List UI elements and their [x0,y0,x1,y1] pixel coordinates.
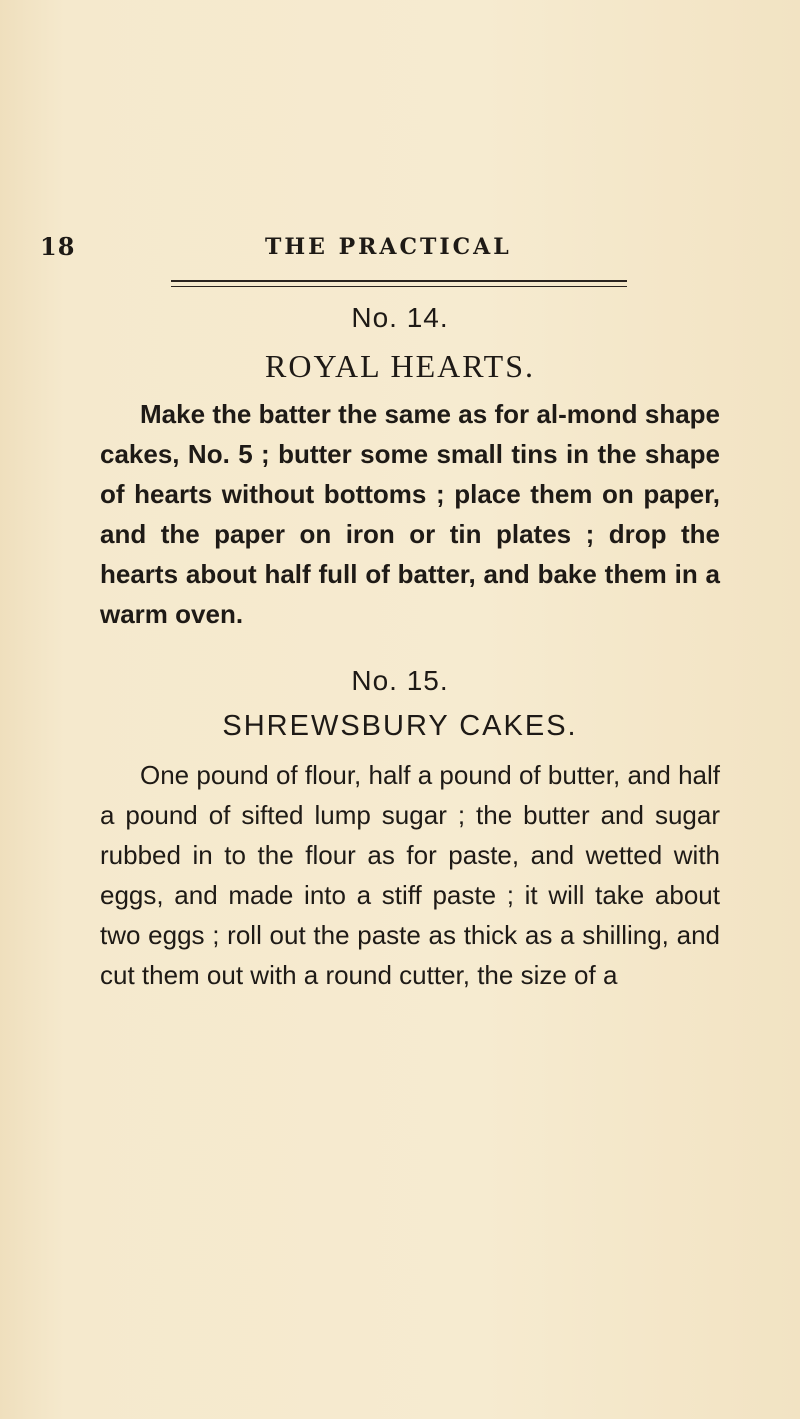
recipe-title-shrewsbury-cakes: SHREWSBURY CAKES. [222,710,578,742]
header-rule-thick [171,280,627,282]
recipe-text-royal-hearts: Make the batter the same as for al-mond shape cakes, No. 5 ; butter some small tins in the shape of hearts without bottoms ; place them on paper, and the paper on iron or tin plates ; drop the hearts about half full of batter, and bake them in a warm oven. [100,399,720,629]
running-head [40,232,760,262]
recipe-title-royal-hearts: ROYAL HEARTS. [264,348,535,384]
recipe-number-15: No. 15. [351,665,449,696]
page-number: 18 [40,232,76,261]
running-head-title: THE PRACTICAL [265,234,512,260]
header-rule-thin [171,286,627,287]
recipe-number-14: No. 14. [351,302,449,333]
recipe-text-shrewsbury-cakes: One pound of flour, half a pound of butter, and half a pound of sifted lump sugar ; the butter and sugar rubbed in to the flour as for paste, and wetted with eggs, and made into a stiff paste ; it will take about two eggs ; roll out the paste as thick as a shilling, and cut them out with a round cutter, the size of a [100,760,720,990]
